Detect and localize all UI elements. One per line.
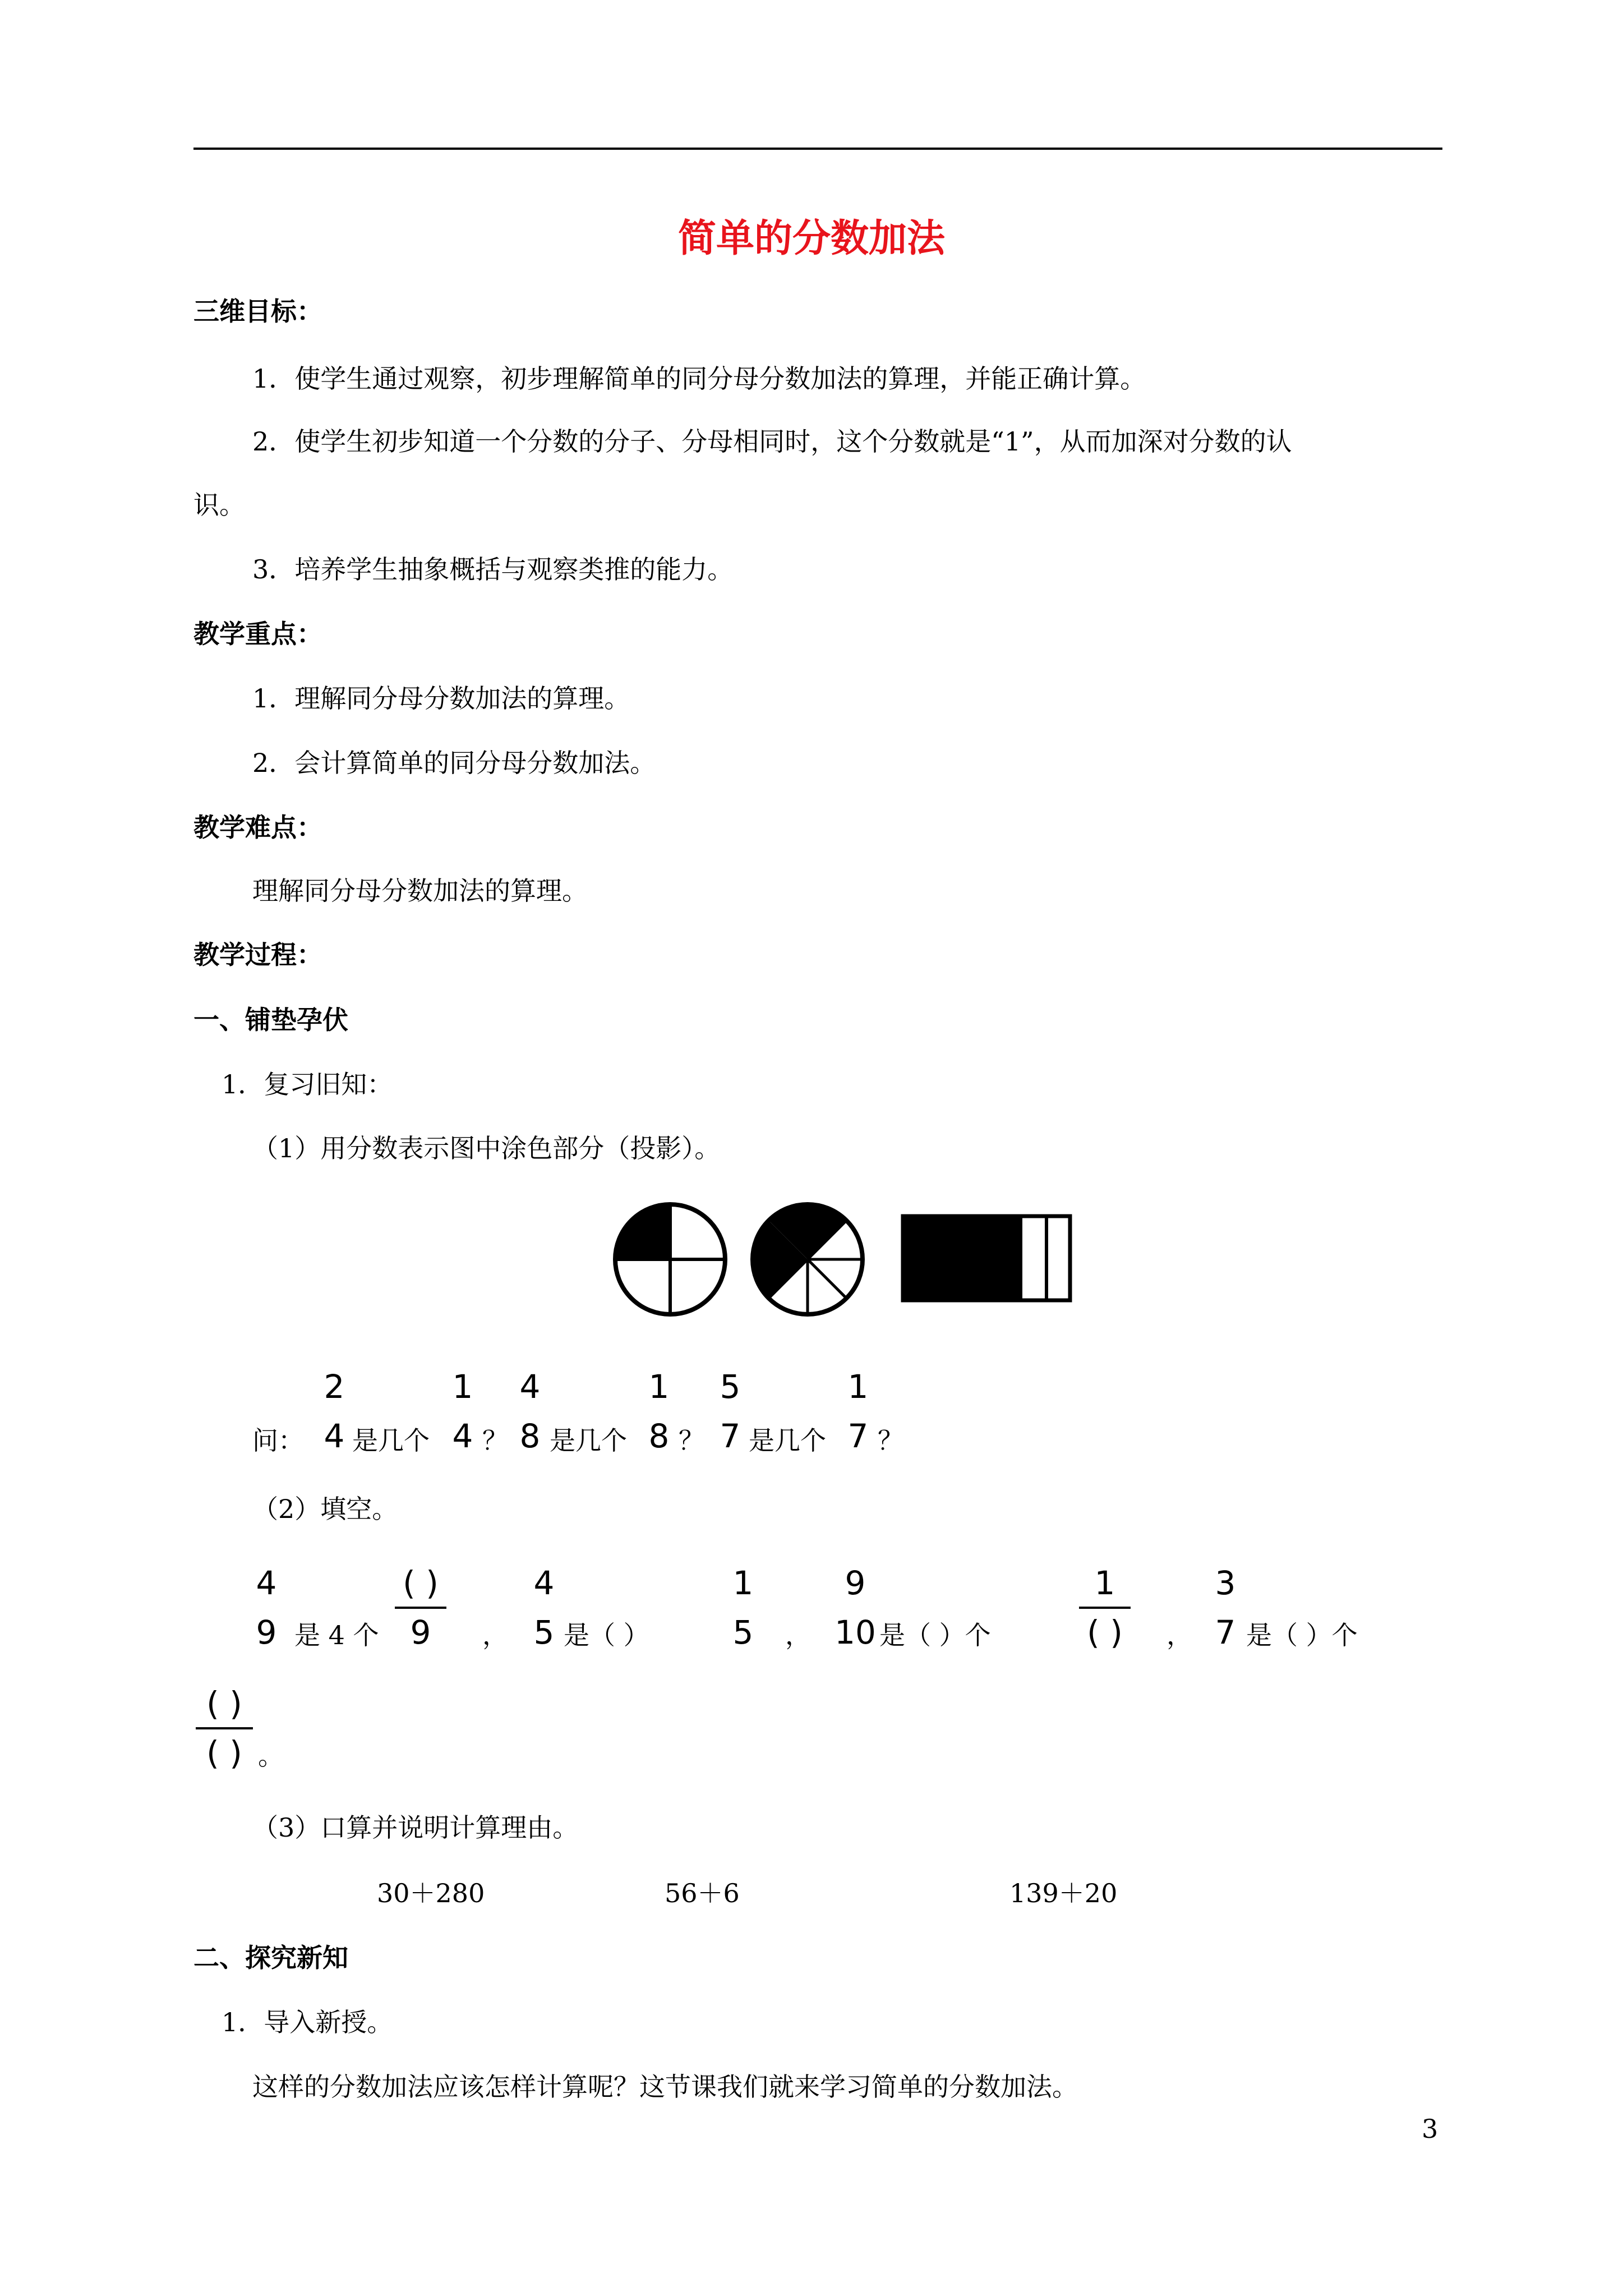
process-heading: 教学过程： [193, 940, 322, 970]
fraction-1-blank: 1 ( ) [1077, 1565, 1133, 1650]
review-heading: 1．复习旧知： [222, 1069, 393, 1099]
question-3: （3）口算并说明计算理由。 [252, 1812, 579, 1843]
key-points-heading: 教学重点： [193, 619, 322, 649]
shi-ji-ge-text: 是几个 [550, 1425, 627, 1456]
section1-heading: 一、铺垫孕伏 [193, 1005, 348, 1035]
fraction-3-7: 3 7 [1215, 1564, 1236, 1651]
key-point-item: 2．会计算简单的同分母分数加法。 [252, 748, 656, 778]
question-1: （1）用分数表示图中涂色部分（投影）。 [252, 1133, 721, 1163]
key-point-item: 1．理解同分母分数加法的算理。 [252, 683, 630, 714]
fraction-4-9: 4 9 [256, 1564, 277, 1651]
fraction-1-8: 1 8 [648, 1368, 670, 1455]
fraction-blank-9: ( ) 9 [393, 1565, 449, 1650]
fraction-5-7: 5 7 [720, 1368, 741, 1455]
period: 。 [258, 1741, 284, 1771]
difficulty-item: 理解同分母分数加法的算理。 [252, 876, 588, 906]
fraction-2-4: 2 4 [324, 1368, 345, 1455]
comma: ， [1166, 1620, 1192, 1650]
objective-item: 3．培养学生抽象概括与观察类推的能力。 [252, 554, 734, 585]
difficulties-heading: 教学难点： [193, 812, 322, 843]
intro-text: 这样的分数加法应该怎样计算呢？这节课我们就来学习简单的分数加法。 [252, 2072, 1078, 2102]
intro-heading: 1．导入新授。 [222, 2007, 393, 2037]
fill-text-4: 是（ ）个 [1246, 1620, 1358, 1650]
question-mark: ？ [878, 1425, 903, 1456]
circle-quarters-figure [615, 1204, 725, 1314]
ask-label: 问： [252, 1425, 304, 1456]
rectangle-sevenths-figure [903, 1216, 1070, 1300]
section2-heading: 二、探究新知 [193, 1943, 348, 1973]
fill-text-2: 是（ ） [564, 1620, 649, 1650]
objective-item-continued: 识。 [193, 490, 245, 520]
fraction-blank-blank: ( ) ( ) [193, 1686, 255, 1771]
calc-item: 30＋280 [377, 1878, 485, 1908]
fraction-4-5: 4 5 [533, 1564, 555, 1651]
comma: ， [482, 1620, 508, 1650]
page-number: 3 [1422, 2114, 1438, 2144]
objectives-heading: 三维目标： [193, 296, 322, 326]
question-mark: ？ [679, 1425, 704, 1456]
objective-item: 1．使学生通过观察，初步理解简单的同分母分数加法的算理，并能正确计算。 [252, 364, 1146, 394]
calc-item: 139＋20 [1009, 1878, 1118, 1908]
circle-eighths-figure [753, 1204, 863, 1314]
fraction-1-4: 1 4 [452, 1368, 473, 1455]
question-mark: ？ [482, 1425, 508, 1456]
shi-ji-ge-text: 是几个 [749, 1425, 826, 1456]
fraction-9-10: 9 10 [834, 1564, 876, 1651]
objective-item: 2．使学生初步知道一个分数的分子、分母相同时，这个分数就是“1”，从而加深对分数的认 [252, 426, 1292, 457]
fraction-figures [608, 1195, 1074, 1324]
fraction-1-7: 1 7 [847, 1368, 869, 1455]
fill-text-1: 是 4 个 [294, 1620, 379, 1650]
document-title: 简单的分数加法 [677, 216, 945, 261]
fraction-1-5: 1 5 [732, 1564, 754, 1651]
shi-ji-ge-text: 是几个 [352, 1425, 430, 1456]
fraction-4-8: 4 8 [519, 1368, 541, 1455]
fill-text-3: 是（ ）个 [879, 1620, 991, 1650]
comma: ， [785, 1620, 811, 1650]
calc-item: 56＋6 [665, 1878, 740, 1908]
question-2: （2）填空。 [252, 1494, 398, 1524]
header-rule [193, 148, 1442, 150]
